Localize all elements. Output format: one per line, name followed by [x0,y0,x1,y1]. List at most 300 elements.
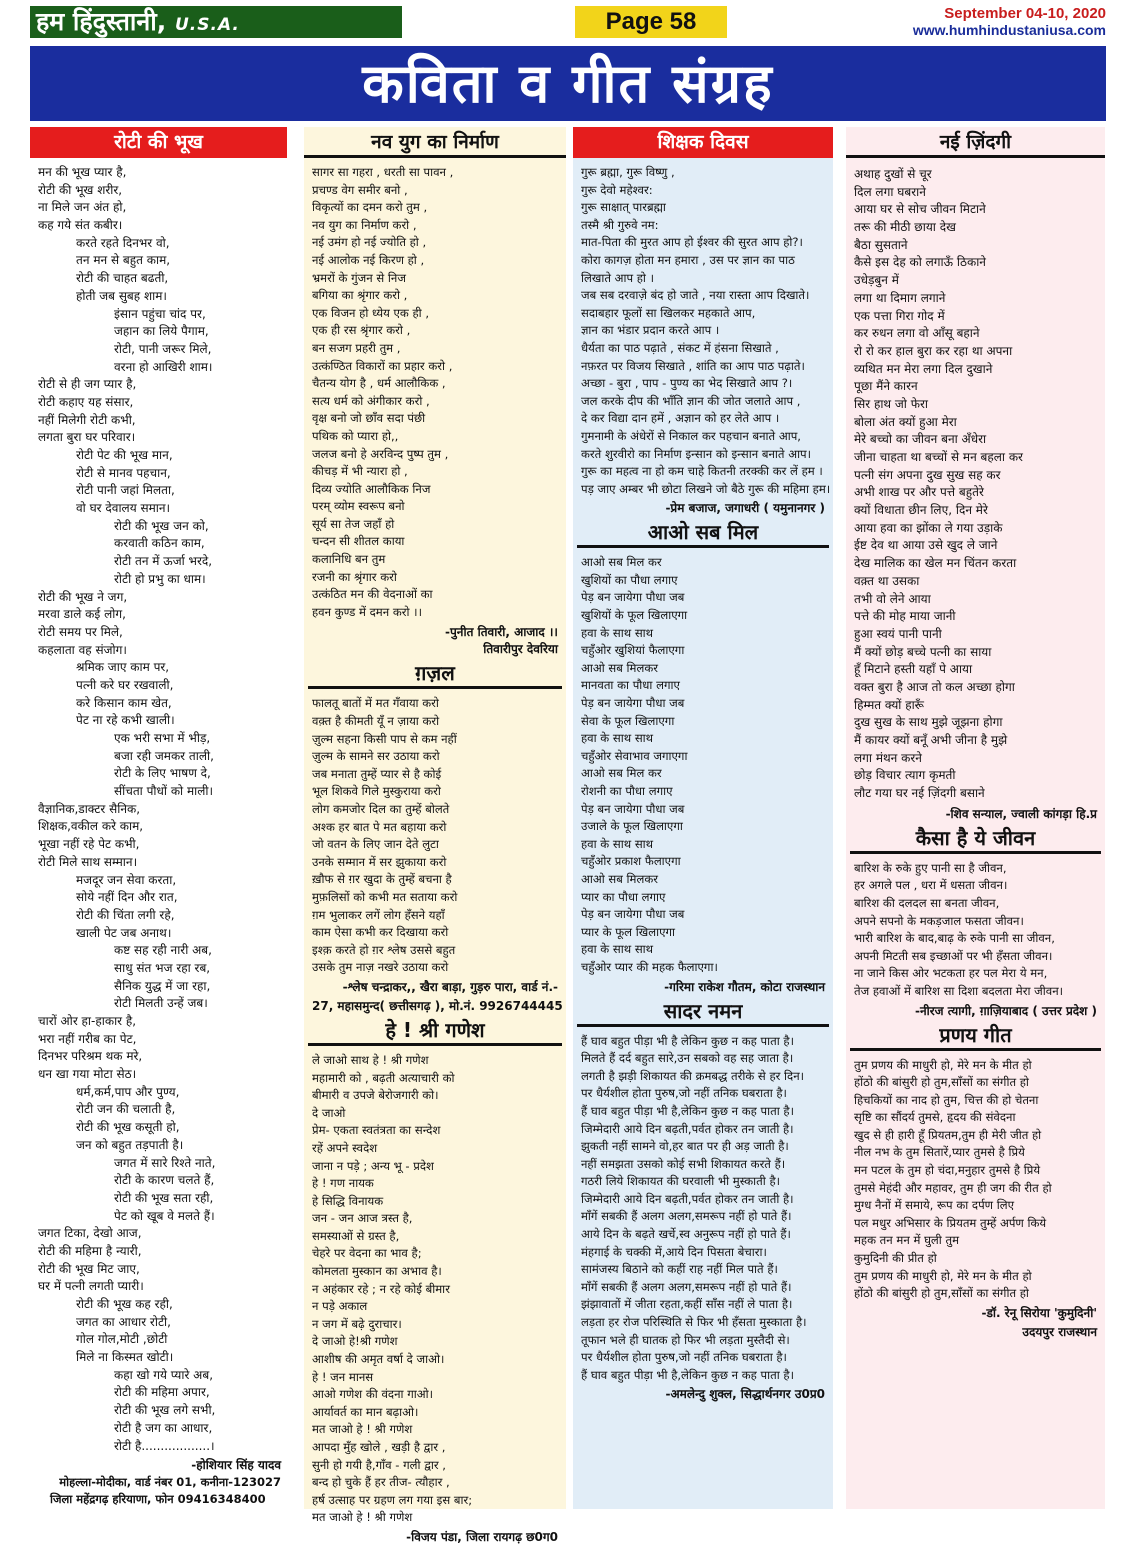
poem-line: होंठो की बांसुरी हो तुम,साँसों का संगीत हो [854,1286,1029,1301]
poem-line: झुकती नहीं सामने वो,हर बात पर ही अड़ जाती है। [581,1139,789,1154]
poem-line: लोग कमजोर दिल का तुम्हें बोलते [312,802,450,816]
poem-line: सुनी हो गयी है,गाँव - गली द्वार , [312,1457,446,1472]
poem-line: जगत में सारे रिश्ते नाते, [114,1155,216,1170]
poem-line: रोटी हो प्रभु का धाम। [114,571,206,586]
poem-line: चैतन्य योग है , धर्म आलौकिक , [312,376,446,391]
poem-line: रोटी से ही जग प्यार है, [38,377,137,392]
author-address: तिवारीपुर देवरिया [483,642,558,657]
poem-body [304,158,566,621]
poem-line: प्यार का पौधा लगाए [581,889,666,904]
poem-line: पत्नी करे घर रखवाली, [76,677,174,692]
poem-line: पर धैर्यशील होता पुरुष,जो नहीं तनिक घबराता है। [581,1086,787,1101]
poem-line: पत्नी संग अपना दुख सुख सह कर [854,467,1001,482]
poem-line: बारिश के रुके हुए पानी सा है जीवन, [854,860,1007,875]
poem-line: चन्दन सी शीतल काया [312,534,405,549]
poem-line: भूखा नहीं रहे पेट कभी, [38,837,140,852]
poem-line: उत्कंण्ठित विकारों का प्रहार करो , [312,358,453,373]
poem-line: रोटी की भूख जन को, [114,518,209,533]
poem-line: चहुँओर सेवाभाव जगाएगा [581,748,688,763]
poem-line: बजा रही जमकर ताली, [114,748,214,763]
poem-line: हिचकियों का नाद हो तुम, चित्त की हो चेतना [854,1092,1039,1107]
author-address: 27, महासमुन्द( छत्तीसगढ़ ), मो.नं. 9926744445 [312,998,563,1013]
sub-poem-body [304,1050,566,1527]
poem-line: जिम्मेदारी आये दिन बढ़ती,पर्वत होकर तन जाती है। [581,1191,794,1206]
poem-line: आओ सब मिल कर [581,766,662,781]
poem-body [846,158,1105,803]
poem-line: अच्छा - बुरा , पाप - पुण्य का भेद सिखाते आप ?। [581,376,793,391]
poem-line: वरना हो आखिरी शाम। [114,359,213,374]
poem-line: चहुँओर प्रकाश फैलाएगा [581,854,681,869]
poem-line: अपने सपनो के मकड़जाल फसता जीवन। [854,913,1024,928]
poem-line: रजनी का श्रृंगार करो [312,569,397,584]
poem-line: रोटी की भूख कसूती हो, [76,1120,180,1135]
poem-line: रोटी मिलती उन्हें जब। [114,996,208,1011]
poem-line: मत जाओ हे ! श्री गणेश [312,1422,413,1437]
poem-line: ग़म भुलाकर लगें लोग हँसने यहाँ [312,907,445,922]
poem-line: जन को बहुत तड़पाती है। [76,1137,184,1152]
poem-line: मन पटल के तुम हो चंदा,मनुहार तुमसे है प्रिये [854,1163,1041,1178]
poem-line: नहीं मिलेगी रोटी कभी, [38,412,136,427]
poem-line: खुशियों का पौधा लगाए [581,572,678,587]
newspaper-logo [30,6,402,38]
poem-line: वैज्ञानिक,डाक्टर सैनिक, [38,801,141,816]
poem-line: वक्त बुरा है आज तो कल अच्छा होगा [854,679,1015,694]
poem-line: आर्यावर्त का मान बढ़ाओ। [312,1404,419,1419]
poem-line: बन्द हो चुके हैं हर तीज- त्यौहार , [312,1475,450,1490]
poem-line: दिल लगा घबराने [854,184,926,199]
poem-line: नई उमंग हो नई ज्योति हो , [312,235,427,250]
poem-line: हैं घाव बहुत पीड़ा भी है लेकिन कुछ न कह पाता है। [581,1033,794,1048]
poem-line: जाना न पड़े ; अन्य भू - प्रदेश [312,1158,434,1173]
poem-line: जल करके दीप की भाँति ज्ञान की जोत जलाते आप , [581,393,801,408]
poem-line: वक़्त था उसका [854,573,920,588]
poem-line: लड़ता हर रोज परिस्थिति से फिर भी हँसता मुस्काता है। [581,1315,807,1330]
page-header [30,4,1106,40]
poem-line: फालतू बातों में मत गँवाया करो [312,696,439,711]
poem-line: रोटी की भूख मिट जाए, [38,1261,140,1276]
sub-poem-title: कैसा है ये जीवन [850,825,1101,854]
poem-author: -श्लेष चन्द्राकर,, खैरा बाड़ा, गुड़रु पारा, वार्ड नं.- [342,979,558,994]
poem-line: हर अगले पल , धरा में धसता जीवन। [854,878,1008,893]
newspaper-region: U.S.A. [174,15,240,35]
poem-line: जन - जन आज त्रस्त है, [312,1211,413,1226]
poem-line: आओ गणेश की वंदना गाओ। [312,1387,433,1402]
poem-line: गुरू देवो महेश्वर: [581,182,653,197]
poem-line: श्रमिक जाए काम पर, [76,660,170,675]
poem-body [30,158,287,1455]
poem-line: पेड़ बन जायेगा पौधा जब [581,907,685,922]
poem-line: करवाती कठिन काम, [114,536,205,551]
poem-line: आये दिन के बढ़ते खर्चे,स्व अनुरूप नहीं हो पाते हैं। [581,1227,791,1242]
poem-line: गुमनामी के अंधेरों से निकाल कर पहचान बनाते आप, [581,428,801,443]
poem-line: आपदा मुँह खोले , खड़ी है द्वार , [312,1440,446,1454]
poem-author: -अमलेन्दु शुक्ल, सिद्धार्थनगर उ0प्र0 [665,1387,825,1402]
poem-line: बारिश की दलदल सा बनता जीवन, [854,895,1000,910]
poem-line: रोटी की भूख लगे सभी, [114,1403,216,1418]
poem-line: मानवता का पौधा लगाए [581,678,680,693]
poem-line: पेट ना रहे कभी खाली। [76,713,175,728]
poem-line: ज़ुल्म के सामने सर उठाया करो [312,749,440,764]
poem-line: प्रेम- एकता स्वतंत्रता का सन्देश [312,1123,441,1138]
column-roti-ki-bhookh [30,127,287,1509]
poem-line: माँगें सबकी हैं अलग अलग,समरूप नहीं हो पाते हैं। [581,1279,792,1294]
sub-poem-body [846,858,1105,1001]
poem-line: रोटी है..................। [114,1438,215,1453]
poem-line: नई आलोक नई किरण हो , [312,252,425,267]
poem-line: भ्रमरों के गुंजन से निज [312,270,406,285]
sub-poems [304,660,566,1546]
sub-poem-body [573,1031,833,1385]
poem-line: ईष्ट देव था आया उसे खुद ले जाने [854,538,998,553]
poem-line: आओ सब मिलकर [581,871,658,886]
poem-line: दुख सुख के साथ मुझे जूझना होगा [854,715,1003,730]
poem-line: नफ़रत पर विजय सिखाते , शांति का आप पाठ पढ़ाते। [581,358,805,373]
poem-line: गठरी लिये शिकायत की घरवाली भी मुस्काती है। [581,1174,780,1189]
poem-line: दिव्य ज्योति आलौकिक निज [312,481,431,496]
poem-line: नील नभ के तुम सितारें,प्यार तुमसे है प्रिये [854,1145,1025,1160]
sub-poem-body [846,1055,1105,1303]
poem-title: नई ज़िंदगी [846,127,1105,158]
poem-line: रोटी कहाए यह संसार, [38,394,134,409]
poem-line: हवा के साथ साथ [581,836,654,851]
poem-line: बन सजग प्रहरी तुम , [312,340,401,355]
poem-line: न जग में बढ़े दुराचार। [312,1316,402,1331]
poem-author: -होशियार सिंह यादव [191,1458,281,1473]
poem-line: तुम प्रणय की माधुरी हो, मेरे मन के मीत हो [854,1268,1032,1283]
poem-line: कहा खो गये प्यारे अब, [114,1367,214,1382]
poem-line: रोटी की भूख ने जग, [38,589,128,604]
poem-line: प्रचण्ड वेग समीर बनो , [312,182,408,197]
poem-line: मात-पिता की मुरत आप हो ईश्वर की सुरत आप हो?। [581,235,803,250]
poem-line: रोटी है जग का आधार, [114,1420,213,1435]
poem-line: समस्याओं से ग्रस्त है, [312,1228,400,1243]
poem-line: दे जाओ [312,1105,346,1120]
poem-line: साधु संत भज रहा रब, [114,960,211,975]
section-banner: कविता व गीत संग्रह [30,46,1106,121]
sub-poem-title: आओ सब मिल [577,519,829,548]
poem-line: जब मनाता तुम्हें प्यार से है कोई [312,766,442,781]
poem-line: रोटी मिले साथ सम्मान। [38,854,138,869]
poem-line: लिखाते आप हो । [581,270,655,285]
poem-line: नव युग का निर्माण करो , [312,217,417,232]
poem-line: मिले ना किस्मत खोटी। [76,1350,174,1365]
sub-poems [573,519,833,1403]
poem-line: गुरू का महत्व ना हो कम चाहे कितनी तरक्की कर लें हम । [581,464,823,479]
poem-line: पेड़ बन जायेगा पौधा जब [581,696,685,711]
poem-line: ना जाने किस ओर भटकता हर पल मेरा ये मन, [854,966,1048,981]
poem-line: पथिक को प्यारा हो,, [312,428,399,443]
poem-line: बैठा सुसताने [854,237,908,252]
sub-poem-title: प्रणय गीत [850,1022,1101,1051]
poem-line: हर्ष उत्साह पर ग्रहण लग गया इस बार; [312,1492,473,1507]
poem-line: हैं घाव बहुत पीड़ा भी है,लेकिन कुछ न कह पाता है। [581,1367,794,1382]
poem-line: लगता बुरा घर परिवार। [38,430,136,445]
poem-author: -नीरज त्यागी, ग़ाज़ियाबाद ( उत्तर प्रदेश ) [915,1003,1097,1018]
poem-line: सींचता पौधों को माली। [114,784,214,799]
poem-line: मजदूर जन सेवा करता, [76,872,177,887]
poem-line: सैनिक युद्ध में जा रहा, [114,978,211,993]
poem-line: ना मिले जन अंत हो, [38,200,127,215]
poem-line: आया हवा का झोंका ले गया उड़ाके [854,520,1003,535]
poem-line: गुरू ब्रह्मा, गुरू विष्णु , [581,165,675,179]
poem-line: धन खा गया मोटा सेठ। [38,1067,137,1082]
edition-info [913,5,1106,39]
poem-line: लगा मंथन करने [854,750,922,765]
poem-line: एक पत्ता गिरा गोद में [854,308,945,323]
poem-line: वृक्ष बनो जो छाँव सदा पंछी [312,411,426,426]
poem-line: काम ऐसा कभी कर दिखाया करो [312,925,449,940]
poem-line: गुरू साक्षात् पारब्रह्मा [581,200,666,215]
poem-line: हवा के साथ साथ [581,625,654,640]
poem-line: हवा के साथ साथ [581,942,654,957]
poem-line: मेरे बच्चो का जीवन बना अँधेरा [854,432,987,447]
poem-line: कह गये संत कबीर। [38,218,123,233]
poem-line: सिर हाथ जो फेरा [854,396,928,411]
poem-line: न पड़े अकाल [312,1299,368,1314]
poem-line: रोटी की भूख कह रही, [76,1297,173,1311]
poem-line: सूर्य सा तेज जहाँ हो [312,516,395,531]
poem-line: बोला अंत क्यों हुआ मेरा [854,414,957,429]
poem-line: चहुँओर खुशियां फैलाएगा [581,643,685,658]
poem-line: शिक्षक,वकील करे काम, [38,819,144,834]
poem-line: मुफ़लिसों को कभी मत सताया करो [312,889,458,904]
poem-line: सेवा के फूल खिलाएगा [581,713,675,728]
poem-line: रोटी की भूख शरीर, [38,182,123,197]
poem-line: मंहगाई के चक्की में,आये दिन पिसता बेचारा। [581,1244,767,1259]
poem-line: जगत टिका, देखो आज, [38,1226,142,1241]
poem-line: रोटी तन में ऊर्जा भरदे, [114,554,213,569]
poem-line: इश्क़ करते हो ग़र श्लेष उससे बहुत [312,942,456,957]
poem-line: उधेड़बुन में [854,273,899,288]
poem-line: हवा के साथ साथ [581,731,654,746]
poem-line: रोटी की भूख सता रही, [114,1190,214,1205]
poem-author: -विजय पंडा, जिला रायगढ़ छ0ग0 [406,1529,558,1544]
edition-date: September 04-10, 2020 [944,5,1106,22]
poem-line: तभी वो लेने आया [854,591,931,606]
poem-line: माँगें सबकी हैं अलग अलग,समरूप नहीं हो पाते हैं। [581,1209,792,1224]
poem-line: रोटी, पानी जरूर मिले, [114,341,212,356]
poem-line: विकृत्यों का दमन करो तुम , [312,200,428,215]
poem-line: व्यथित मन मेरा लगा दिल दुखाने [854,361,993,376]
poem-line: पूछा मैंने कारन [854,379,918,394]
poem-line: कहलाता वह संजोग। [38,642,127,657]
poem-line: भारी बारिश के बाद,बाढ़ के रुके पानी सा जीवन, [854,931,1055,946]
poem-line: रहें अपने स्वदेश [312,1140,378,1155]
poem-line: उनके सम्मान में सर झुकाया करो [312,854,447,869]
poem-line: कीचड़ में भी न्यारा हो , [312,464,408,479]
poem-line: परम् व्योम स्वरूप बनो [312,499,405,514]
poem-line: आओ सब मिल कर [581,555,662,570]
newspaper-name: हम हिंदुस्तानी, [36,7,167,36]
poem-line: रोटी पानी जहां मिलता, [76,483,175,498]
poem-line: पल मधुर अभिसार के प्रियतम तुम्हें अर्पण किये [854,1215,1047,1230]
poem-line: कोरा कागज़ होता मन हमारा , उस पर ज्ञान का पाठ [581,252,795,267]
poem-line: मैं कायर क्यों बनूँ अभी जीना है मुझे [854,733,1008,747]
author-address: उदयपुर राजस्थान [1022,1324,1097,1339]
poem-line: एक भरी सभा में भीड़, [114,731,211,745]
poem-line: ज्ञान का भंडार प्रदान करते आप । [581,323,720,338]
poem-line: लगती है झड़ी शिकायत की क्रमबद्ध तरीके से हर दिन। [581,1068,805,1083]
column-nai-zindagi [846,127,1105,1509]
poem-line: झंझावातों में जीता रहता,कहीं साँस नहीं ले पाता है। [581,1297,793,1312]
sub-poem-title: सादर नमन [577,998,829,1027]
poem-line: सागर सा गहरा , धरती सा पावन , [312,165,454,179]
poem-line: पत्ते की मोह माया जानी [854,609,956,624]
poem-line: जब सब दरवाज़े बंद हो जाते , नया रास्ता आप दिखाते। [581,288,810,303]
poem-line: दिनभर परिश्रम थक मरे, [38,1049,143,1064]
poem-line: रोटी समय पर मिले, [38,624,123,639]
poem-line: हुआ स्वयं पानी पानी [854,626,942,641]
poem-line: दे जाओ हे!श्री गणेश [312,1334,398,1349]
poem-line: महक तन मन में घुली तुम [854,1233,960,1248]
sub-poem-body [304,693,566,977]
poem-line: हे सिद्धि विनायक [312,1193,384,1208]
poem-line: छोड़ विचार त्याग कृमती [854,768,956,783]
poem-line: करे किसान काम खेत, [76,695,172,710]
poem-line: हिम्मत क्यों हारूँ [854,697,925,712]
poem-line: भरा नहीं गरीब का पेट, [38,1031,137,1046]
poem-title: रोटी की भूख [30,127,287,158]
poem-line: मरवा डाले कई लोग, [38,607,126,622]
poem-line: सोये नहीं दिन और रात, [76,890,178,905]
poem-author: -डॉ. रेनू सिरोया 'कुमुदिनी' [981,1305,1097,1320]
poem-line: आओ सब मिलकर [581,660,658,675]
poem-line: कुमुदिनी की प्रीत हो [854,1251,937,1266]
column-shikshak-diwas [573,127,833,1509]
poem-line: कष्ट सह रही नारी अब, [114,943,212,958]
poem-line: चेहरे पर वेदना का भाव है; [312,1246,422,1261]
poem-line: कर रुधन लगा वो आँसू बहाने [854,326,980,341]
poem-line: मुग्ध नैनों में समाये, रूप का दर्पण लिए [854,1198,1015,1213]
poem-line: वो घर देवालय समान। [76,501,171,516]
poem-line: दे कर विद्या दान हमें , अज्ञान को हर लेते आप । [581,411,780,426]
poem-line: सृष्टि का सौंदर्य तुमसे, हृदय की संवेदना [854,1110,1016,1125]
poem-line: होंठो की बांसुरी हो तुम,साँसों का संगीत हो [854,1075,1029,1090]
poem-line: भूल शिकवे गिले मुस्कुराया करो [312,784,441,799]
poem-line: खुशियों के फूल खिलाएगा [581,608,688,623]
sub-poem-title: हे ! श्री गणेश [308,1017,562,1046]
poem-line: हे ! गण नायक [312,1176,374,1191]
poem-line: देख मालिक का खेल मन चिंतन करता [854,556,1017,571]
poem-line: करते शुरवीरो का निर्माण इन्सान को इन्सान बनाते आप। [581,446,812,461]
poem-line: जगत का आधार रोटी, [76,1314,171,1329]
poem-line: सत्य धर्म को अंगीकार करो , [312,393,430,408]
poem-line: रोटी की चाहत बढती, [76,271,169,286]
poem-line: बीमारी व उपजे बेरोजगारी को। [312,1088,439,1103]
poem-line: रोटी की चिंता लगी रहे, [76,907,175,922]
poem-line: चहुँओर प्यार की महक फैलाएगा। [581,959,718,974]
poem-author: -पुनीत तिवारी, आजाद ।। [445,625,558,640]
poem-line: होती जब सुबह शाम। [76,288,167,303]
poem-line: पेट को खूब वे मलते हैं। [114,1208,215,1223]
poem-line: रो रो कर हाल बुरा कर रहा था अपना [854,343,1013,358]
poem-line: ले जाओ साथ हे ! श्री गणेश [312,1052,429,1067]
poem-line: तुमसे मेहंदी और महावर, तुम ही जग की रीत हो [854,1180,1052,1195]
poem-line: हवन कुण्ड में दमन करो ।। [312,604,422,619]
poem-line: मिलते हैं दर्द बहुत सारे,उन सबको वह सह जाता है। [581,1051,794,1066]
poem-line: हैं घाव बहुत पीड़ा भी है,लेकिन कुछ न कह पाता है। [581,1103,794,1118]
poem-line: अथाह दुखों से चूर [854,167,932,181]
poem-line: कोमलता मुस्कान का अभाव है। [312,1264,442,1279]
poem-line: उसके तुम नाज़ नखरे उठाया करो [312,960,449,975]
poem-line: उत्कंठित मन की वेदनाओं का [312,587,433,602]
poem-body [573,158,833,498]
poem-line: खुद से ही हारी हूँ प्रियतम,तुम ही मेरी जीत हो [854,1127,1042,1142]
poem-line: पर धैर्यशील होता पुरुष,जो नहीं तनिक घबराता है। [581,1350,787,1365]
poem-line: रोटी के कारण चलते हैं, [114,1173,215,1188]
poem-line: सामंजस्य बिठाने को कहीं राह नहीं मिल पाते हैं। [581,1262,778,1277]
poem-line: तूफान भले ही घातक हो फिर भी लड़ता मुस्तैदी से। [581,1332,790,1347]
poem-line: रोटी पेट की भूख मान, [76,448,173,462]
poem-line: इंसान पहुंचा चांद पर, [114,306,206,321]
poem-line: लौट गया घर नई ज़िंदगी बसाने [854,786,985,801]
column-nav-yug [304,127,566,1544]
poem-title: नव युग का निर्माण [304,127,566,158]
poem-line: वक़्त है कीमती यूँ न ज़ाया करो [312,714,440,729]
poem-line: जीना चाहता था बच्चों से मन बहला कर [854,450,1023,464]
poem-line: ख़ौफ से ग़र खुदा के तुम्हें बचना है [312,872,452,887]
poem-line: मत जाओ हे ! श्री गणेश [312,1510,413,1525]
poem-line: रोटी की महिमा अपार, [114,1385,210,1400]
poem-line: न अहंकार रहे ; न रहे कोई बीमार [312,1281,450,1296]
poem-line: एक ही रस श्रृंगार करो , [312,323,411,338]
poem-line: बगिया का श्रृंगार करो , [312,288,408,303]
poem-author: -शिव सन्याल, ज्वाली कांगड़ा हि.प्र [945,806,1097,821]
poem-line: प्यार के फूल खिलाएगा [581,924,676,939]
poem-line: जलज बनो हे अरविन्द पुष्प तुम , [312,446,449,461]
poem-line: ज़ुल्म सहना किसी पाप से कम नहीं [312,731,457,746]
poem-line: लगा था दिमाग लगाने [854,290,946,305]
website-link[interactable]: www.humhindustaniusa.com [912,22,1106,38]
poem-author: -गरिमा राकेश गौतम, कोटा राजस्थान [664,979,825,994]
poem-line: रोटी की महिमा है न्यारी, [38,1243,142,1258]
poem-line: धैर्यता का पाठ पढ़ाते , संकट में हंसना सिखाते , [581,340,779,355]
poem-line: हे ! जन मानस [312,1369,374,1384]
poem-title: शिक्षक दिवस [573,127,833,158]
author-address: मोहल्ला-मोदीका, वार्ड नंबर 01, कनीना-123027 [59,1475,281,1490]
sub-poem-body [573,552,833,976]
poem-line: रोशनी का पौधा लगाए [581,784,673,798]
poem-line: हूँ मिटाने हस्ती यहाँ पे आया [854,662,973,677]
poem-line: जहान का लिये पैगाम, [114,324,209,339]
poem-line: जिम्मेदारी आये दिन बढ़ती,पर्वत होकर तन जाती है। [581,1121,794,1136]
poem-line: करते रहते दिनभर वो, [76,235,170,250]
poem-line: धर्म,कर्म,पाप और पुण्य, [76,1084,180,1099]
poem-line: तन मन से बहुत काम, [76,253,171,268]
poem-author: -प्रेम बजाज, जगाधरी ( यमुनानगर ) [665,501,825,516]
poem-line: पेड़ बन जायेगा पौधा जब [581,590,685,605]
poem-line: गोल गोल,मोटी ,छोटी [76,1332,168,1347]
poem-line: तेज हवाओं में बारिश सा दिशा बदलता मेरा जीवन। [854,983,1064,998]
poem-line: अभी शाख पर और पत्ते बहुतेरे [854,485,984,500]
poem-line: पड़ जाए अम्बर भी छोटा लिखने जो बैठे गुरू की महिमा हम। [581,481,831,496]
poem-line: तुम प्रणय की माधुरी हो, मेरे मन के मीत हो [854,1057,1032,1072]
poem-line: जो वतन के लिए जान देते लुटा [312,837,439,852]
poem-line: मैं क्यों छोड़ बच्चे पत्नी का साया [854,644,992,659]
poem-line: अश्क हर बात पे मत बहाया करो [312,819,447,834]
poem-line: रोटी से मानव पहचान, [76,465,171,480]
author-address: जिला महेंद्रगढ़ हरियाणा, फोन 09416348400 [50,1492,266,1507]
poem-line: नहीं समझता उसको कोई सभी शिकायत करते हैं। [581,1156,786,1171]
poem-line: आया घर से सोच जीवन मिटाने [854,202,986,217]
poem-line: सदाबहार फूलों सा खिलकर महकाते आप, [581,305,756,320]
poem-line: रोटी के लिए भाषण दे, [114,766,211,781]
poem-line: अपनी मिटती सब इच्छाओं पर भी हँसता जीवन। [854,948,1053,963]
poem-line: कलानिधि बन तुम [312,552,386,567]
poem-line: उजाले के फूल खिलाएगा [581,819,683,834]
poem-line: घर में पत्नी लगती प्यारी। [38,1279,144,1294]
poem-line: चारों ओर हा-हाकार है, [38,1014,137,1028]
